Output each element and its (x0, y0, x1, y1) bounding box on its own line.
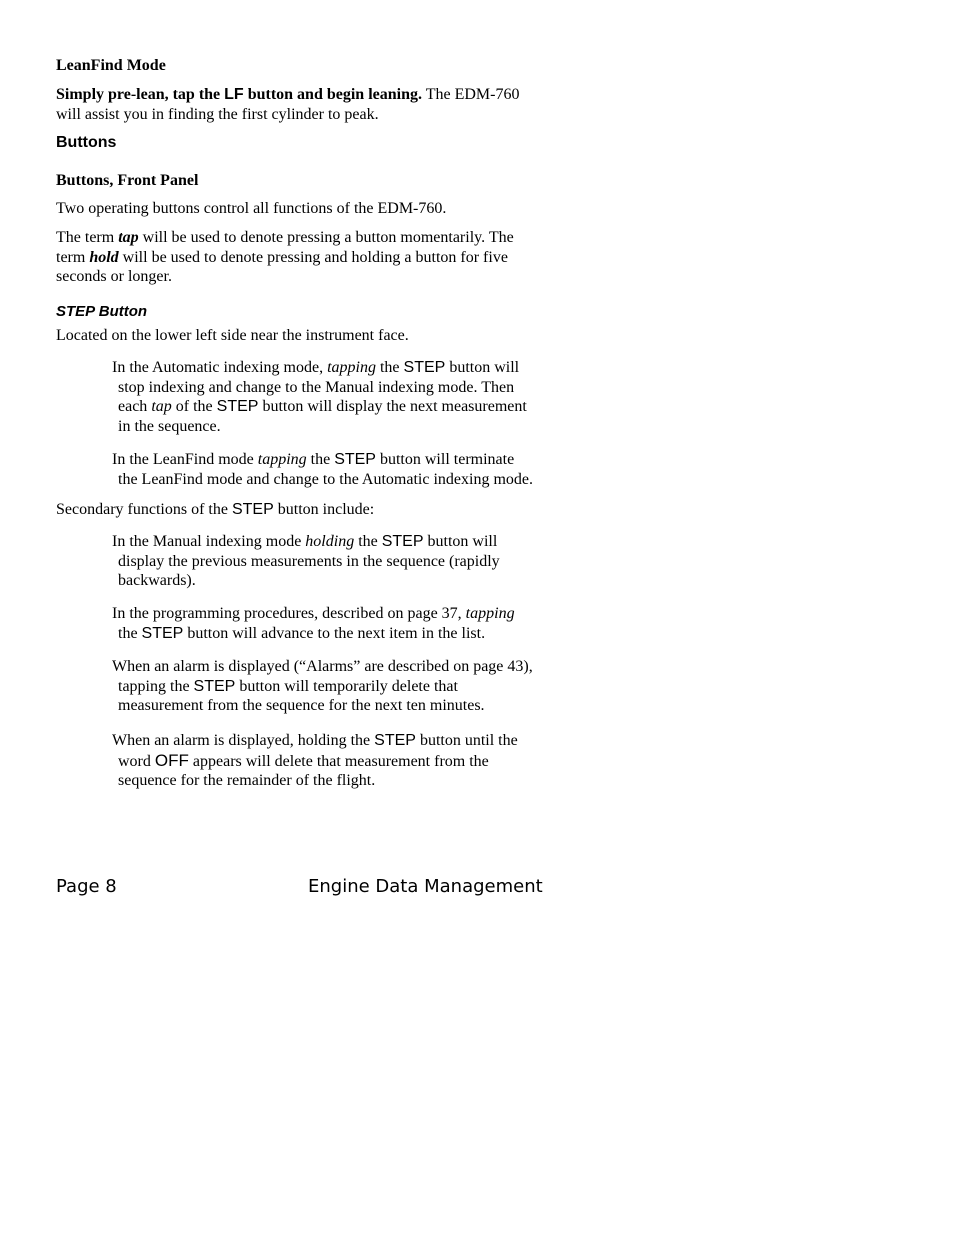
step-item-automatic (112, 358, 527, 436)
i1-tap: tap (151, 398, 172, 415)
s4-l2-b: appears will delete that measurement from the (188, 752, 489, 770)
step-secondary-intro (56, 500, 374, 520)
s2-tapping: tapping (465, 605, 515, 622)
p2-a: The term (56, 229, 119, 246)
heading-buttons-front-panel: Buttons, Front Panel (56, 172, 199, 189)
term-tap: tap (118, 229, 139, 246)
step-secondary-alarm-tap (112, 657, 533, 716)
leanfind-bold-a: Simply pre-lean, tap the (56, 86, 225, 103)
off-label: OFF (154, 750, 189, 770)
term-hold: hold (89, 248, 119, 266)
leanfind-rest-a: The EDM-760 (421, 86, 520, 103)
buttons-paragraph-1: Two operating buttons control all functions of the EDM-760. (56, 200, 447, 217)
step-label: STEP (381, 533, 424, 550)
leanfind-bold-b: button and begin leaning. (243, 86, 422, 103)
step-label: STEP (216, 398, 259, 415)
i1-l1-b: the (375, 359, 404, 376)
heading-leanfind-mode: LeanFind Mode (56, 57, 166, 74)
step-intro: Located on the lower left side near the instrument face. (56, 327, 409, 344)
s3-l1: When an alarm is displayed (“Alarms” are described on page 43), (112, 658, 533, 675)
i1-l1-a: In the Automatic indexing mode, (112, 359, 328, 376)
lf-button-label: LF (224, 86, 244, 103)
step-secondary-programming (112, 604, 515, 643)
footer-title: Engine Data Management (308, 876, 543, 897)
i2-l1-a: In the LeanFind mode (112, 451, 258, 468)
leanfind-paragraph (56, 85, 519, 124)
i2-tapping: tapping (257, 451, 307, 468)
p2-c: term (56, 248, 90, 266)
i2-l1-c: button will terminate (375, 451, 515, 468)
secondary-a: Secondary functions of the (56, 501, 232, 518)
step-label: STEP (403, 359, 446, 376)
step-secondary-manual (112, 532, 500, 591)
step-label: STEP (141, 624, 184, 642)
s3-l2-a: tapping the (118, 677, 194, 695)
s2-l2-b: button will advance to the next item in the list. (183, 624, 486, 642)
step-item-leanfind (112, 450, 533, 489)
i2-l1-b: the (306, 451, 335, 468)
footer-page-number: Page 8 (56, 876, 117, 897)
leanfind-line2: will assist you in finding the first cylinder to peak. (56, 105, 379, 123)
i1-l4: in the sequence. (118, 417, 221, 435)
s4-l1-b: button until the (415, 732, 518, 749)
s1-l2: display the previous measurements in the sequence (rapidly (118, 552, 500, 570)
s1-l1-c: button will (423, 533, 498, 550)
s3-l2-b: button will temporarily delete that (235, 677, 458, 695)
s4-l2-a: word (118, 752, 155, 770)
s4-l3: sequence for the remainder of the flight. (118, 772, 376, 789)
s1-l1-b: the (354, 533, 382, 550)
step-secondary-alarm-hold (112, 731, 518, 791)
s1-l3: backwards). (118, 572, 196, 589)
step-label: STEP (334, 451, 376, 468)
buttons-paragraph-2 (56, 228, 514, 287)
i1-l3-c: button will display the next measurement (258, 398, 527, 415)
i1-tapping: tapping (327, 359, 376, 376)
step-label: STEP (193, 677, 236, 695)
s2-l1-a: In the programming procedures, described on page 37, (112, 605, 466, 622)
step-label: STEP (231, 501, 274, 518)
p2-d: will be used to denote pressing and holding a button for five (118, 248, 508, 266)
i1-l1-c: button will (445, 359, 520, 376)
s1-l1-a: In the Manual indexing mode (112, 533, 306, 550)
step-label: STEP (374, 732, 416, 749)
s3-l3: measurement from the sequence for the next ten minutes. (118, 697, 485, 714)
secondary-b: button include: (273, 501, 375, 518)
heading-buttons: Buttons (56, 134, 117, 151)
i1-l2: stop indexing and change to the Manual indexing mode. Then (118, 378, 515, 396)
i1-l3-a: each (118, 398, 152, 415)
s1-holding: holding (305, 533, 355, 550)
s4-l1-a: When an alarm is displayed, holding the (112, 732, 375, 749)
i2-l2: the LeanFind mode and change to the Automatic indexing mode. (118, 470, 534, 488)
p2-b: will be used to denote pressing a button momentarily. The (138, 229, 514, 246)
p2-e: seconds or longer. (56, 268, 172, 285)
heading-step-button: STEP Button (56, 303, 148, 320)
s2-l2-a: the (118, 624, 142, 642)
i1-l3-b: of the (171, 398, 217, 415)
